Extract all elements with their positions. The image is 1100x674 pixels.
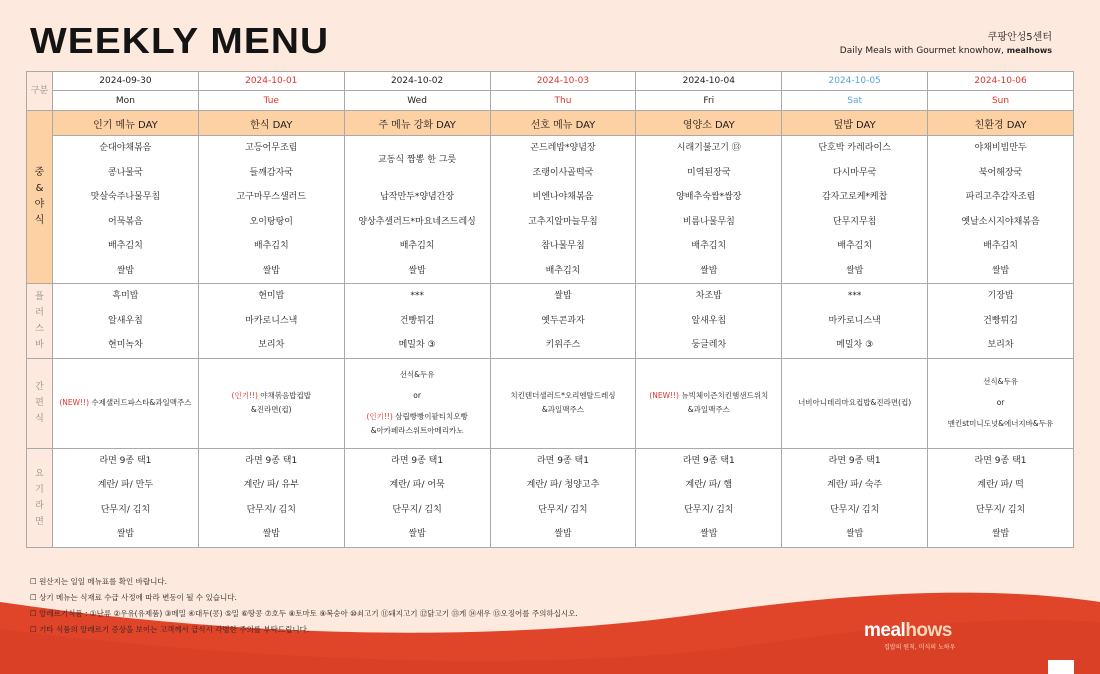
- menu-item: 납작만두*양념간장: [380, 192, 455, 202]
- menu-item: 계란/ 파/ 햄: [685, 480, 733, 490]
- snack-text: 야채볶음밥컵밥: [260, 391, 311, 400]
- menu-item: 쌀밥: [408, 529, 426, 539]
- menu-item: 쌀밥: [408, 265, 426, 276]
- menu-item: 쌀밥: [116, 265, 135, 276]
- menu-item: 교동식 짬뽕 한 그릇: [378, 155, 457, 165]
- menu-item: 건빵튀김: [983, 315, 1018, 326]
- ramen-cell: [198, 448, 344, 547]
- snack-text: &과일맥주스: [687, 405, 730, 414]
- snack-line: [53, 396, 198, 410]
- menu-item: 계란/ 파/ 만두: [97, 480, 154, 490]
- theme-cell: 한식 DAY: [198, 111, 344, 136]
- menu-item: 라면 9종 택1: [536, 455, 589, 466]
- menu-item: 계란/ 파/ 숙주: [827, 480, 883, 490]
- page-title: WEEKLY MENU: [30, 20, 330, 61]
- plus-bar-cell: [928, 284, 1074, 359]
- menu-item: 양상추샐러드*마요네즈드레싱: [358, 216, 476, 227]
- menu-item: 단무지/ 김치: [684, 504, 734, 515]
- menu-item: 야채비빔만두: [974, 143, 1027, 153]
- main-category-label-char: 식: [34, 215, 45, 226]
- plus-category-label: [27, 284, 53, 359]
- menu-item: 메밀차 ③: [836, 340, 874, 350]
- weekday-row: [27, 91, 1074, 111]
- menu-item: 계란/ 파/ 어묵: [389, 480, 445, 490]
- menu-item: 콩나물국: [108, 167, 143, 178]
- menu-item: 마카로니스낵: [828, 315, 881, 326]
- snack-text: 선식&두유: [983, 377, 1018, 386]
- menu-item: 쌀밥: [700, 265, 718, 276]
- center-name: 쿠팡안성5센터: [987, 32, 1052, 43]
- theme-cell: 선호 메뉴 DAY: [490, 111, 636, 136]
- menu-item: 기장밥: [987, 291, 1014, 301]
- main-menu-cell: [53, 136, 199, 284]
- tagline-text: Daily Meals with Gourmet knowhow,: [839, 46, 1004, 56]
- snack-text: 치킨텐더샐러드*오리엔탈드레싱: [510, 391, 616, 400]
- menu-item: 라면 9종 택1: [245, 455, 298, 466]
- ramen-cell: [344, 448, 490, 547]
- snack-line: [345, 382, 490, 410]
- plus-category-label-char: 플: [35, 291, 44, 302]
- snack-cell: [636, 358, 782, 448]
- menu-item: 고추지알마늘무침: [528, 216, 598, 227]
- ramen-category-label-char: 기: [35, 484, 44, 495]
- menu-item: 키위주스: [545, 340, 581, 350]
- main-category-label-char: &: [35, 183, 44, 194]
- ramen-row: [27, 448, 1074, 547]
- menu-item: 계란/ 파/ 유부: [243, 480, 299, 490]
- menu-item: 알새우칩: [108, 315, 143, 326]
- menu-item: 보리차: [987, 340, 1014, 350]
- menu-item: 참나물무침: [541, 241, 585, 251]
- theme-cell: 친환경 DAY: [928, 111, 1074, 136]
- snack-line: [491, 389, 636, 403]
- new-badge: (인기!!): [366, 412, 393, 421]
- weekly-menu-table: [26, 71, 1074, 548]
- plus-bar-row: [27, 284, 1074, 359]
- new-badge: (NEW!!): [649, 391, 679, 400]
- menu-item: 양배추숙쌈*쌈장: [676, 192, 742, 202]
- plus-bar-cell: [636, 284, 782, 359]
- snack-line: [928, 375, 1073, 389]
- ramen-category-label-char: 요: [35, 468, 44, 479]
- snack-text: or: [996, 398, 1005, 407]
- snack-text: 너비아니데리마요컵밥&진라면(컵): [798, 398, 912, 407]
- menu-item: 배추김치: [837, 241, 873, 251]
- menu-item: 배추김치: [545, 265, 581, 276]
- date-cell: 2024-10-06: [928, 72, 1074, 91]
- date-cell: 2024-10-01: [198, 72, 344, 91]
- snack-line: [636, 389, 781, 403]
- snack-text: &진라면(컵): [250, 405, 292, 414]
- ramen-cell: [636, 448, 782, 547]
- menu-item: 계란/ 파/ 떡: [977, 480, 1024, 490]
- snack-line: [345, 410, 490, 424]
- menu-item: ***: [410, 291, 424, 301]
- menu-item: 배추김치: [983, 241, 1018, 251]
- menu-item: 마카로니스낵: [245, 315, 298, 326]
- main-menu-cell: [490, 136, 636, 284]
- snack-category-label-char: 간: [35, 382, 44, 392]
- main-menu-cell: [636, 136, 782, 284]
- date-cell: 2024-10-04: [636, 72, 782, 91]
- plus-bar-cell: [782, 284, 928, 359]
- menu-item: 라면 9종 택1: [682, 455, 735, 466]
- header-category-label: 구분: [27, 72, 53, 111]
- weekday-cell: Mon: [53, 91, 199, 111]
- menu-item: 현미녹차: [108, 340, 143, 350]
- weekday-cell: Sat: [782, 91, 928, 111]
- weekday-cell: Wed: [344, 91, 490, 111]
- menu-item: 쌀밥: [991, 529, 1010, 539]
- snack-line: [491, 403, 636, 417]
- ramen-cell: [928, 448, 1074, 547]
- date-cell: 2024-10-03: [490, 72, 636, 91]
- notes-list: [30, 574, 578, 638]
- note-item: ☐ 알레르기식품 : ①난류 ②우유(유제품) ③메밀 ④대두(콩) ⑤밀 ⑥땅콩 ⑦호두 ⑧토마토 ⑨복숭아 ⑩쇠고기 ⑪돼지고기 ⑫닭고기 ⑬게 ⑭새우 ⑮오징어를 주의하십시오.: [30, 609, 578, 618]
- snack-text: 뉴빅체이즌치킨햄샌드위치: [681, 391, 769, 400]
- tagline: [840, 46, 1052, 56]
- snack-line: [636, 403, 781, 417]
- main-category-label: [27, 111, 53, 284]
- main-menu-cell: [344, 136, 490, 284]
- menu-item: 라면 9종 택1: [828, 455, 881, 466]
- new-badge: (NEW!!): [59, 398, 90, 407]
- menu-item: 쌀밥: [845, 265, 864, 276]
- date-cell: 2024-10-05: [782, 72, 928, 91]
- corner-box: [1048, 660, 1074, 674]
- weekday-cell: Tue: [198, 91, 344, 111]
- logo-slogan: 집밥의 원칙, 미식의 노하우: [884, 644, 956, 651]
- theme-cell: 주 메뉴 강화 DAY: [344, 111, 490, 136]
- snack-line: [199, 389, 344, 403]
- menu-item: 메밀차 ③: [398, 340, 436, 350]
- menu-item: 어묵볶음: [108, 216, 143, 227]
- snack-cell: [53, 358, 199, 448]
- snack-line: [928, 389, 1073, 417]
- menu-item: 둥글레차: [691, 340, 727, 350]
- plus-bar-cell: [490, 284, 636, 359]
- menu-item: 라면 9종 택1: [99, 455, 152, 466]
- menu-item: 단무지/ 김치: [392, 504, 442, 515]
- menu-item: 배추김치: [691, 241, 727, 251]
- main-category-label-char: 중: [34, 167, 45, 178]
- mealhows-logo: [864, 620, 952, 642]
- menu-item: 쌀밥: [116, 529, 135, 539]
- snack-cell: [344, 358, 490, 448]
- menu-item: 비엔나야채볶음: [532, 192, 594, 202]
- menu-item: 비름나물무침: [682, 216, 735, 227]
- menu-item: 고등어무조림: [245, 143, 298, 153]
- menu-item: 단무지/ 김치: [975, 504, 1026, 515]
- main-category-label-char: 야: [34, 199, 45, 210]
- snack-line: [782, 396, 927, 410]
- logo-part-a: meal: [864, 620, 906, 641]
- snack-text: 선식&두유: [399, 370, 435, 379]
- menu-item: 쌀밥: [554, 291, 572, 301]
- date-row: [27, 72, 1074, 91]
- menu-item: 쌀밥: [262, 265, 280, 276]
- snack-text: or: [413, 391, 421, 400]
- ramen-category-label-char: 라: [35, 500, 44, 511]
- menu-item: 차조밥: [695, 291, 722, 301]
- snack-row: [27, 358, 1074, 448]
- menu-item: 감자고로케*케찹: [821, 192, 888, 202]
- menu-item: 쌀밥: [991, 265, 1010, 276]
- menu-item: 맛살숙주나물무침: [90, 192, 161, 202]
- menu-item: 쌀밥: [262, 529, 280, 539]
- menu-item: 배추김치: [108, 241, 143, 251]
- main-menu-cell: [782, 136, 928, 284]
- menu-item: 라면 9종 택1: [974, 455, 1027, 466]
- plus-bar-cell: [53, 284, 199, 359]
- new-badge: (인기!!): [231, 391, 258, 400]
- menu-item: 다시마무국: [832, 167, 877, 178]
- snack-line: [928, 417, 1073, 431]
- logo-part-b: hows: [905, 620, 952, 641]
- menu-item: 조랭이사골떡국: [532, 167, 594, 178]
- snack-cell: [198, 358, 344, 448]
- plus-bar-cell: [344, 284, 490, 359]
- menu-item: 쌀밥: [845, 529, 864, 539]
- menu-item: 미역된장국: [687, 167, 731, 178]
- date-cell: 2024-09-30: [53, 72, 199, 91]
- snack-text: 맨킨st미니도넛&에너지바&두유: [947, 419, 1054, 428]
- menu-item: 단호박 카레라이스: [818, 143, 891, 153]
- menu-item: 단무지/ 김치: [829, 504, 880, 515]
- snack-cell: [928, 358, 1074, 448]
- menu-item: 옛두콘과자: [541, 315, 585, 326]
- note-item: ☐ 기타 식품의 알레르기 증상을 보이는 고객께서 급식시 각별한 주의를 부탁드립니다.: [30, 625, 310, 634]
- menu-item: 건빵튀김: [399, 315, 435, 326]
- snack-text: 수제샐러드파스타&과일맥주스: [91, 398, 192, 407]
- ramen-cell: [782, 448, 928, 547]
- plus-category-label-char: 러: [35, 307, 44, 318]
- menu-item: 계란/ 파/ 청양고추: [526, 480, 600, 490]
- menu-item: 순대야채볶음: [99, 143, 152, 153]
- menu-item: 쌀밥: [700, 529, 718, 539]
- menu-item: 단무지무침: [832, 216, 877, 227]
- weekday-cell: Thu: [490, 91, 636, 111]
- menu-item: 쌀밥: [554, 529, 572, 539]
- menu-item: 흑미밥: [112, 291, 139, 301]
- menu-item: 보리차: [258, 340, 285, 350]
- menu-item: 알새우칩: [691, 315, 727, 326]
- theme-cell: 인기 메뉴 DAY: [53, 111, 199, 136]
- plus-category-label-char: 바: [35, 339, 44, 350]
- snack-line: [199, 403, 344, 417]
- note-item: ☐ 원산지는 일일 메뉴표를 확인 바랍니다.: [30, 577, 167, 586]
- snack-category-label: [27, 358, 53, 448]
- menu-item: 배추김치: [253, 241, 289, 251]
- menu-item: 현미밥: [258, 291, 285, 301]
- menu-item: ***: [847, 291, 862, 301]
- snack-cell: [782, 358, 928, 448]
- weekday-cell: Sun: [928, 91, 1074, 111]
- ramen-category-label: [27, 448, 53, 547]
- menu-item: 옛날소시지야채볶음: [961, 216, 1040, 227]
- ramen-cell: [53, 448, 199, 547]
- theme-cell: 덮밥 DAY: [782, 111, 928, 136]
- tagline-brand: mealhows: [1006, 46, 1052, 55]
- snack-cell: [490, 358, 636, 448]
- menu-item: 단무지/ 김치: [538, 504, 588, 515]
- menu-item: 들깨감자국: [249, 167, 293, 178]
- menu-item: 배추김치: [399, 241, 435, 251]
- menu-item: 고구마무스샐러드: [236, 192, 307, 202]
- snack-text: &아카페라스위트아메리카노: [370, 426, 464, 435]
- plus-category-label-char: 스: [35, 323, 44, 334]
- menu-item: 단무지/ 김치: [246, 504, 296, 515]
- snack-line: [345, 368, 490, 382]
- date-cell: 2024-10-02: [344, 72, 490, 91]
- note-item: ☐ 상기 메뉴는 식재료 수급 사정에 따라 변동이 될 수 있습니다.: [30, 593, 237, 602]
- snack-text: &과일맥주스: [541, 405, 584, 414]
- menu-item: 시래기불고기 ⑬: [676, 143, 741, 153]
- menu-item: 오이탕탕이: [249, 216, 293, 227]
- ramen-category-label-char: 면: [35, 516, 44, 527]
- snack-line: [345, 424, 490, 438]
- main-menu-cell: [198, 136, 344, 284]
- main-menu-row: [27, 136, 1074, 284]
- weekday-cell: Fri: [636, 91, 782, 111]
- menu-item: 파리고추감자조림: [965, 192, 1036, 202]
- menu-item: 북어해장국: [978, 167, 1023, 178]
- snack-category-label-char: 식: [35, 414, 44, 424]
- main-menu-cell: [928, 136, 1074, 284]
- snack-text: 삼립빵빵이팥티치오빵: [395, 412, 468, 421]
- ramen-cell: [490, 448, 636, 547]
- theme-cell: 영양소 DAY: [636, 111, 782, 136]
- snack-category-label-char: 편: [35, 398, 44, 408]
- menu-item: 라면 9종 택1: [391, 455, 444, 466]
- menu-item: 곤드레밥*양념장: [530, 143, 596, 153]
- menu-item: 단무지/ 김치: [100, 504, 151, 515]
- plus-bar-cell: [198, 284, 344, 359]
- theme-row: [27, 111, 1074, 136]
